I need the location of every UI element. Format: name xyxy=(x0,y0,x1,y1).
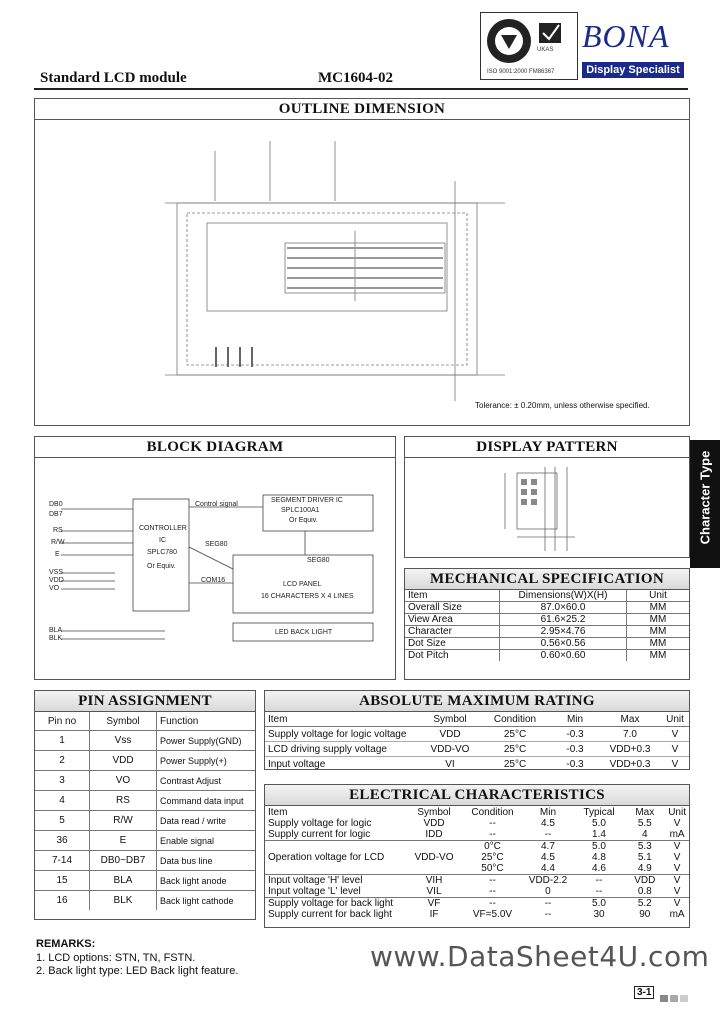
abs-header-item: Item xyxy=(268,713,288,725)
elec-item: Operation voltage for LCD xyxy=(268,852,385,863)
signal-db0: DB0 xyxy=(49,501,63,508)
pin-header-function: Function xyxy=(160,715,199,727)
abs-condition: 25°C xyxy=(503,743,527,755)
elec-typical: 5.0 xyxy=(592,818,606,829)
abs-unit: V xyxy=(671,758,679,770)
controller-ic: IC xyxy=(159,537,166,544)
absolute-rating-table xyxy=(265,712,689,771)
mech-item: Dot Size xyxy=(405,638,500,650)
elec-min: 0 xyxy=(545,886,551,897)
pin-function: Power Supply(GND) xyxy=(160,735,242,746)
pin-no: 5 xyxy=(35,811,90,831)
pin-function: Back light cathode xyxy=(160,895,234,906)
mech-unit: MM xyxy=(649,650,667,661)
mech-value: 87.0×60.0 xyxy=(500,602,627,614)
signal-bla: BLA xyxy=(49,627,63,634)
brand-logo: BONA xyxy=(582,18,670,54)
elec-condition: 25°C xyxy=(481,852,504,863)
pin-symbol: BLA xyxy=(90,871,157,891)
pin-function: Power Supply(+) xyxy=(160,755,227,766)
elec-typical: 4.8 xyxy=(592,852,606,863)
page-number-bars xyxy=(660,989,688,1007)
mech-value: 0.56×0.56 xyxy=(500,638,627,650)
abs-item: Input voltage xyxy=(268,758,326,770)
controller-label: CONTROLLER xyxy=(139,525,187,532)
mechanical-section xyxy=(404,568,690,680)
elec-typical: -- xyxy=(595,886,603,897)
elec-condition: -- xyxy=(489,898,496,909)
signal-rs: RS xyxy=(53,527,63,534)
mechanical-table xyxy=(405,590,689,661)
abs-unit: V xyxy=(671,728,679,740)
model-number: MC1604-02 xyxy=(318,70,393,86)
elec-symbol: IDD xyxy=(425,829,443,840)
abs-max: VDD+0.3 xyxy=(609,758,651,770)
abs-header-max: Max xyxy=(620,713,640,725)
pin-no: 2 xyxy=(35,751,90,771)
side-tab-label: Character Type xyxy=(697,450,713,545)
elec-condition: -- xyxy=(489,829,496,840)
elec-item: Supply current for back light xyxy=(268,909,392,920)
pin-symbol: BLK xyxy=(90,891,157,911)
elec-condition: -- xyxy=(489,875,496,886)
elec-symbol: VDD-VO xyxy=(414,852,454,863)
elec-unit: mA xyxy=(669,829,685,840)
remarks-line-2: 2. Back light type: LED Back light feature. xyxy=(36,965,239,977)
elec-min: 4.4 xyxy=(541,863,555,874)
display-pattern-drawing xyxy=(405,459,689,555)
abs-item: LCD driving supply voltage xyxy=(268,743,387,755)
pin-assignment-section xyxy=(34,690,256,920)
elec-max: 90 xyxy=(639,909,651,920)
elec-item: Supply current for logic xyxy=(268,829,371,840)
block-diagram-title: BLOCK DIAGRAM xyxy=(35,437,395,458)
pin-no: 15 xyxy=(35,871,90,891)
pin-symbol: VO xyxy=(90,771,157,791)
elec-header-max: Max xyxy=(635,806,655,818)
abs-header-condition: Condition xyxy=(493,713,537,725)
mech-unit: MM xyxy=(649,626,667,637)
certification-seal-icon xyxy=(481,13,577,67)
elec-unit: V xyxy=(673,875,681,886)
mechanical-title: MECHANICAL SPECIFICATION xyxy=(405,569,689,590)
elec-symbol: IF xyxy=(429,909,439,920)
elec-symbol: VIH xyxy=(425,875,443,886)
elec-max: 5.5 xyxy=(637,818,652,829)
elec-max: 5.2 xyxy=(637,898,652,909)
elec-condition: VF=5.0V xyxy=(472,909,513,920)
signal-db7: DB7 xyxy=(49,511,63,518)
elec-unit: V xyxy=(673,886,681,897)
elec-max: 4.9 xyxy=(637,863,652,874)
elec-symbol: VIL xyxy=(426,886,442,897)
pin-symbol: DB0~DB7 xyxy=(90,851,157,871)
seg-driver-equiv: Or Equiv. xyxy=(289,517,318,524)
mech-header-item: Item xyxy=(405,590,500,602)
elec-typical: 1.4 xyxy=(592,829,606,840)
elec-unit: mA xyxy=(669,909,685,920)
elec-condition: 0°C xyxy=(484,841,501,852)
abs-header-min: Min xyxy=(566,713,584,725)
abs-symbol: VDD xyxy=(439,728,461,740)
abs-max: VDD+0.3 xyxy=(609,743,651,755)
elec-unit: V xyxy=(673,863,681,874)
abs-unit: V xyxy=(671,743,679,755)
electrical-section xyxy=(264,784,690,928)
elec-item: Input voltage 'L' level xyxy=(268,886,361,897)
display-pattern-section xyxy=(404,436,690,558)
elec-header-item: Item xyxy=(268,806,288,818)
pin-no: 16 xyxy=(35,891,90,911)
pin-no: 36 xyxy=(35,831,90,851)
elec-unit: V xyxy=(673,841,681,852)
elec-min: 4.5 xyxy=(541,818,555,829)
absolute-rating-section xyxy=(264,690,690,770)
elec-header-typical: Typical xyxy=(583,806,615,818)
pin-function: Contrast Adjust xyxy=(160,775,222,786)
elec-condition: -- xyxy=(489,818,496,829)
display-pattern-title: DISPLAY PATTERN xyxy=(405,437,689,458)
elec-unit: V xyxy=(673,852,681,863)
com16-label: COM16 xyxy=(201,577,226,584)
outline-title: OUTLINE DIMENSION xyxy=(35,99,689,120)
mech-unit: MM xyxy=(649,638,667,649)
abs-min: -0.3 xyxy=(566,728,584,740)
seg80-label-b: SEG80 xyxy=(307,557,330,564)
elec-min: VDD-2.2 xyxy=(528,875,568,886)
elec-typical: -- xyxy=(595,875,603,886)
abs-symbol: VI xyxy=(445,758,455,770)
side-tab xyxy=(690,440,720,568)
pin-no: 3 xyxy=(35,771,90,791)
page-number: 3-1 xyxy=(634,986,654,999)
pin-table xyxy=(35,712,255,910)
elec-item: Supply voltage for back light xyxy=(268,898,394,909)
electrical-table xyxy=(265,806,689,920)
mech-value: 2.95×4.76 xyxy=(500,626,627,638)
brand-tagline: Display Specialist xyxy=(582,62,684,78)
elec-header-min: Min xyxy=(539,806,557,818)
abs-condition: 25°C xyxy=(503,728,527,740)
backlight-label: LED BACK LIGHT xyxy=(275,629,333,636)
pin-function: Enable signal xyxy=(160,835,215,846)
controller-equiv: Or Equiv. xyxy=(147,563,176,570)
product-line: Standard LCD module xyxy=(40,70,187,86)
elec-min: 4.5 xyxy=(541,852,555,863)
abs-header-unit: Unit xyxy=(666,713,684,725)
watermark-link[interactable]: www.DataSheet4U.com xyxy=(370,940,710,973)
pin-symbol: VDD xyxy=(90,751,157,771)
controller-chip: SPLC780 xyxy=(147,549,177,556)
pin-function: Data read / write xyxy=(160,815,227,826)
signal-rw: R/W xyxy=(51,539,65,546)
mech-value: 0.60×0.60 xyxy=(500,650,627,662)
mech-header-unit: Unit xyxy=(649,590,667,601)
lcd-chars-label: 16 CHARACTERS X 4 LINES xyxy=(261,593,354,600)
elec-condition: 50°C xyxy=(481,863,504,874)
elec-typical: 4.6 xyxy=(592,863,606,874)
seg-driver-label: SEGMENT DRIVER IC xyxy=(271,497,343,504)
pin-no: 1 xyxy=(35,731,90,751)
header-rule xyxy=(34,88,688,90)
signal-vo: VO xyxy=(49,585,60,592)
abs-min: -0.3 xyxy=(566,743,584,755)
elec-max: 5.3 xyxy=(637,841,652,852)
mech-header-dimensions: Dimensions(W)X(H) xyxy=(500,590,627,602)
signal-blk: BLK xyxy=(49,635,63,642)
certification-logos xyxy=(480,12,578,80)
elec-header-symbol: Symbol xyxy=(417,806,451,818)
seg-driver-chip: SPLC100A1 xyxy=(281,507,320,514)
elec-header-unit: Unit xyxy=(668,806,686,818)
pin-symbol: Vss xyxy=(90,731,157,751)
elec-unit: V xyxy=(673,818,681,829)
pin-header-symbol: Symbol xyxy=(90,712,157,731)
elec-header-condition: Condition xyxy=(471,806,514,818)
mech-unit: MM xyxy=(649,614,667,625)
outline-section xyxy=(34,98,690,426)
elec-item: Input voltage 'H' level xyxy=(268,875,363,886)
elec-max: VDD xyxy=(634,875,656,886)
pin-symbol: R/W xyxy=(90,811,157,831)
abs-condition: 25°C xyxy=(503,758,527,770)
elec-max: 4 xyxy=(642,829,648,840)
pin-function: Command data input xyxy=(160,795,244,806)
pin-header-no: Pin no xyxy=(35,712,90,731)
control-signal-label: Control signal xyxy=(195,501,238,508)
abs-item: Supply voltage for logic voltage xyxy=(268,728,407,740)
pin-no: 4 xyxy=(35,791,90,811)
elec-symbol: VDD xyxy=(423,818,445,829)
pin-symbol: RS xyxy=(90,791,157,811)
block-diagram-drawing xyxy=(35,459,395,677)
remarks-line-1: 1. LCD options: STN, TN, FSTN. xyxy=(36,952,196,964)
electrical-title: ELECTRICAL CHARACTERISTICS xyxy=(265,785,689,806)
elec-unit: V xyxy=(673,898,681,909)
mech-item: View Area xyxy=(405,614,500,626)
mech-item: Dot Pitch xyxy=(405,650,500,662)
pin-function: Data bus line xyxy=(160,855,213,866)
absolute-rating-title: ABSOLUTE MAXIMUM RATING xyxy=(265,691,689,712)
elec-symbol: VF xyxy=(427,898,441,909)
abs-header-symbol: Symbol xyxy=(433,713,467,725)
abs-min: -0.3 xyxy=(566,758,584,770)
elec-typical: 5.0 xyxy=(592,841,606,852)
elec-max: 5.1 xyxy=(637,852,652,863)
mech-value: 61.6×25.2 xyxy=(500,614,627,626)
outline-drawing xyxy=(35,121,689,421)
pin-symbol: E xyxy=(90,831,157,851)
elec-condition: -- xyxy=(489,886,496,897)
cert-text: ISO 9001:2000 FM86367 xyxy=(487,69,555,75)
elec-min: -- xyxy=(544,898,552,909)
ukas-label: UKAS xyxy=(537,47,554,53)
elec-max: 0.8 xyxy=(637,886,652,897)
elec-item: Supply voltage for logic xyxy=(268,818,372,829)
mech-item: Overall Size xyxy=(405,602,500,614)
mech-item: Character xyxy=(405,626,500,638)
lcd-panel-label: LCD PANEL xyxy=(283,581,322,588)
pin-assignment-title: PIN ASSIGNMENT xyxy=(35,691,255,712)
remarks-title: REMARKS: xyxy=(36,938,96,950)
elec-min: 4.7 xyxy=(541,841,555,852)
mech-unit: MM xyxy=(649,602,667,613)
pin-no: 7-14 xyxy=(35,851,90,871)
block-diagram-section xyxy=(34,436,396,680)
elec-min: -- xyxy=(544,829,552,840)
elec-typical: 30 xyxy=(593,909,605,920)
abs-max: 7.0 xyxy=(623,728,637,740)
seg80-label-a: SEG80 xyxy=(205,541,228,548)
signal-e: E xyxy=(55,551,60,558)
elec-min: -- xyxy=(544,909,552,920)
elec-typical: 5.0 xyxy=(592,898,606,909)
abs-symbol: VDD-VO xyxy=(430,743,470,755)
tolerance-note: Tolerance: ± 0.20mm, unless otherwise specified. xyxy=(475,401,650,410)
signal-vdd: VDD xyxy=(49,577,64,584)
pin-function: Back light anode xyxy=(160,875,227,886)
signal-vss: VSS xyxy=(49,569,64,576)
